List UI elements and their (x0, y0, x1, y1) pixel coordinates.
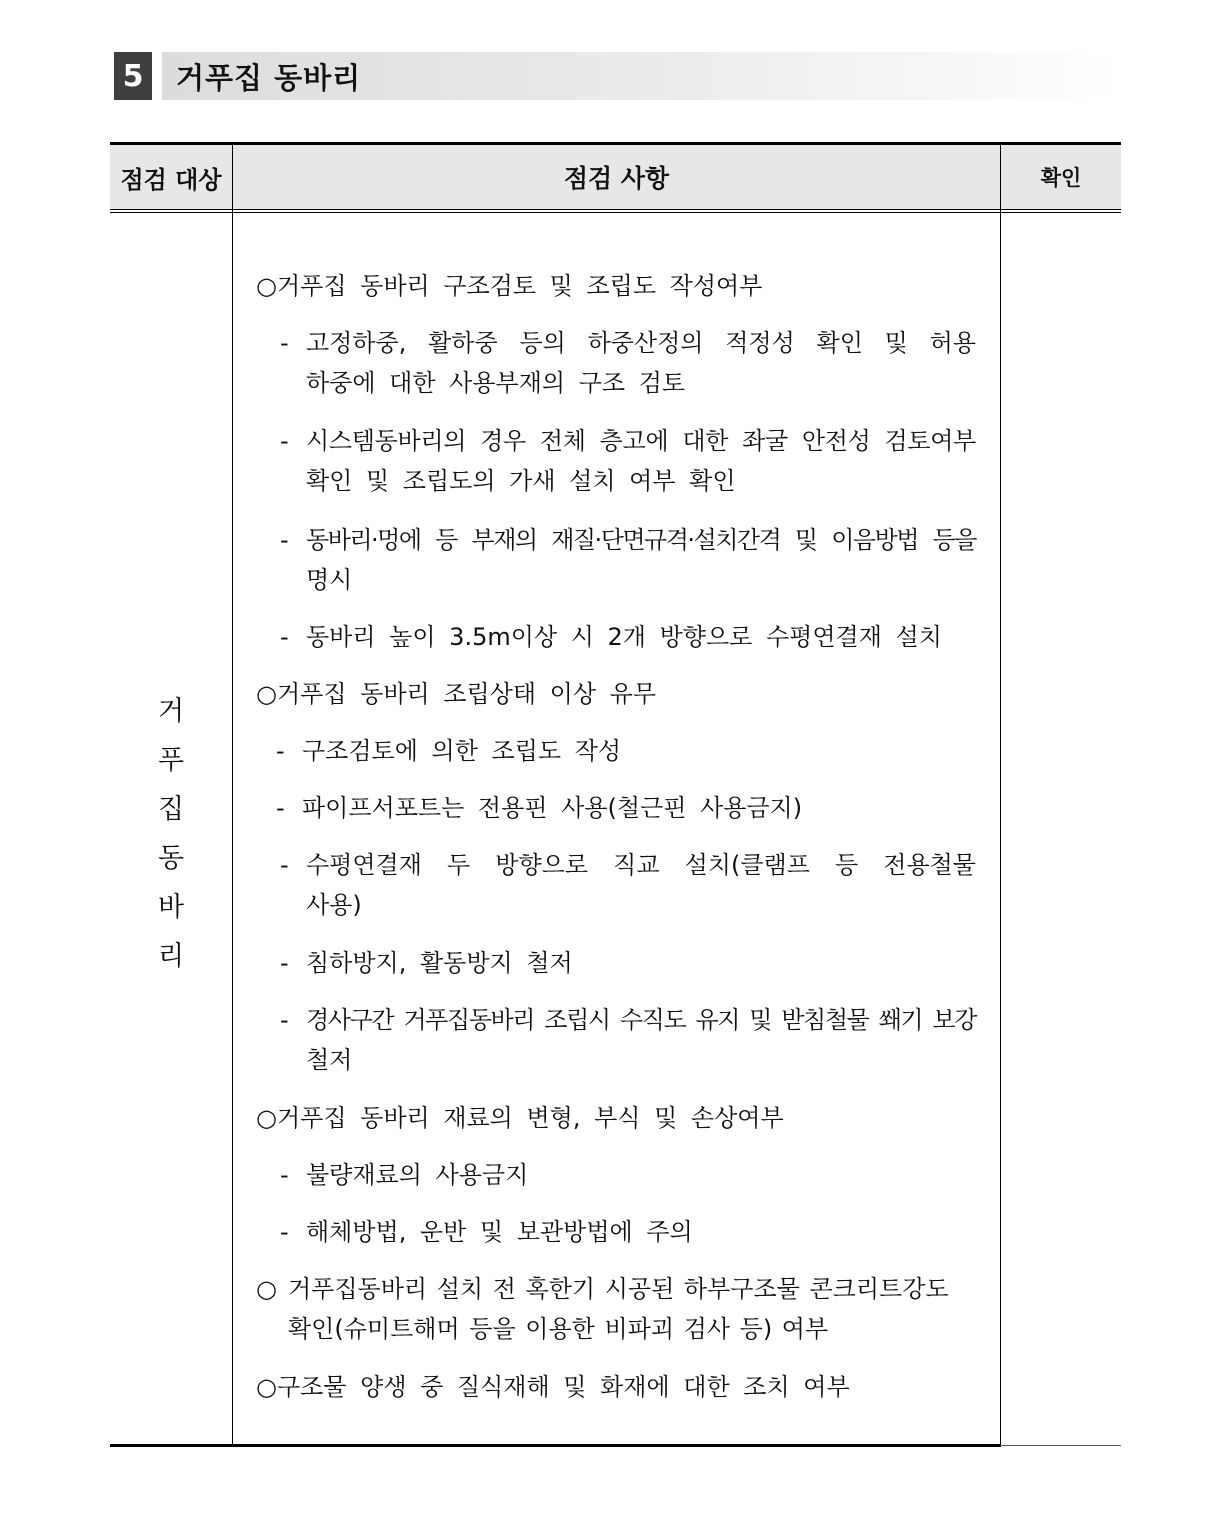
target-char: 동 (157, 843, 185, 874)
header-target: 점검 대상 (120, 165, 222, 194)
subitem-line: 경사구간 거푸집동바리 조립시 수직도 유지 및 받침철물 쐐기 보강 (306, 1006, 976, 1034)
dash-bullet-icon: - (280, 623, 289, 651)
check-subitem (276, 731, 972, 771)
header-rule-1 (110, 209, 1121, 210)
dash-bullet-icon: - (276, 794, 285, 822)
subitem-line: 명시 (306, 566, 353, 594)
column-divider-2 (1000, 145, 1001, 1447)
target-char: 푸 (157, 745, 185, 776)
subitem-line: 불량재료의 사용금지 (306, 1161, 529, 1189)
subitem-line: 수평연결재 두 방향으로 직교 설치(클램프 등 전용철물 (306, 851, 976, 879)
table-header-row (110, 145, 1121, 209)
check-item-title: 거푸집 동바리 재료의 변형, 부식 및 손상여부 (276, 1104, 784, 1132)
target-char: 집 (157, 794, 185, 825)
check-subitem (280, 421, 976, 501)
table-bottom-rule (110, 1444, 1000, 1447)
header-rule-2 (110, 212, 1121, 213)
check-item-title: 거푸집동바리 설치 전 혹한기 시공된 하부구조물 콘크리트강도 (288, 1275, 949, 1303)
check-subitem (280, 943, 976, 983)
subitem-line: 고정하중, 활하중 등의 하중산정의 적정성 확인 및 허용 (306, 329, 976, 357)
check-item-title: 구조물 양생 중 질식재해 및 화재에 대한 조치 여부 (276, 1373, 850, 1401)
check-subitem (280, 520, 976, 600)
dash-bullet-icon: - (280, 1006, 289, 1034)
header-confirm: 확인 (1040, 166, 1082, 190)
section-title: 거푸집 동바리 (176, 60, 362, 95)
dash-bullet-icon: - (280, 1218, 289, 1246)
section-title-bar (162, 52, 1120, 100)
circle-bullet-icon: ○ (256, 1275, 277, 1303)
section-header (114, 52, 1120, 100)
target-cell (110, 687, 232, 981)
check-item (256, 1367, 986, 1407)
check-subitem (280, 1000, 976, 1080)
target-char: 바 (157, 892, 185, 923)
subitem-line: 침하방지, 활동방지 철저 (306, 949, 573, 977)
dash-bullet-icon: - (280, 329, 289, 357)
check-subitem (280, 1212, 976, 1252)
subitem-line: 동바리·멍에 등 부재의 재질·단면규격·설치간격 및 이음방법 등을 (306, 526, 976, 554)
dash-bullet-icon: - (280, 851, 289, 879)
subitem-line: 구조검토에 의한 조립도 작성 (302, 737, 622, 765)
dash-bullet-icon: - (280, 427, 289, 455)
circle-bullet-icon: ○ (256, 272, 277, 300)
check-item (256, 1098, 986, 1138)
subitem-line: 확인 및 조립도의 가새 설치 여부 확인 (306, 467, 736, 495)
check-item-title-cont: 확인(슈미트해머 등을 이용한 비파괴 검사 등) 여부 (288, 1315, 829, 1343)
section-number: 5 (114, 52, 152, 100)
check-item (256, 266, 986, 306)
circle-bullet-icon: ○ (256, 1104, 277, 1132)
check-subitem (280, 323, 976, 403)
subitem-line: 사용) (306, 891, 362, 919)
dash-bullet-icon: - (280, 526, 289, 554)
header-items: 점검 사항 (563, 164, 670, 193)
subitem-line: 파이프서포트는 전용핀 사용(철근핀 사용금지) (302, 794, 803, 822)
dash-bullet-icon: - (280, 949, 289, 977)
circle-bullet-icon: ○ (256, 1373, 277, 1401)
subitem-line: 철저 (306, 1046, 353, 1074)
target-char: 리 (157, 941, 185, 972)
subitem-line: 동바리 높이 3.5m이상 시 2개 방향으로 수평연결재 설치 (306, 623, 942, 651)
subitem-line: 시스템동바리의 경우 전체 층고에 대한 좌굴 안전성 검토여부 (306, 427, 976, 455)
table-bottom-rule-right (1000, 1445, 1121, 1446)
subitem-line: 하중에 대한 사용부재의 구조 검토 (306, 369, 686, 397)
check-item (256, 1269, 986, 1349)
dash-bullet-icon: - (280, 1161, 289, 1189)
circle-bullet-icon: ○ (256, 680, 277, 708)
check-item-title: 거푸집 동바리 조립상태 이상 유무 (276, 680, 657, 708)
target-char: 거 (157, 696, 185, 727)
check-subitem (280, 1155, 976, 1195)
check-subitem (276, 788, 972, 828)
subitem-line: 해체방법, 운반 및 보관방법에 주의 (306, 1218, 693, 1246)
check-subitem (280, 617, 976, 657)
check-item (256, 674, 986, 714)
check-subitem (280, 845, 976, 925)
column-divider-1 (232, 145, 233, 1447)
check-item-title: 거푸집 동바리 구조검토 및 조립도 작성여부 (276, 272, 763, 300)
dash-bullet-icon: - (276, 737, 285, 765)
